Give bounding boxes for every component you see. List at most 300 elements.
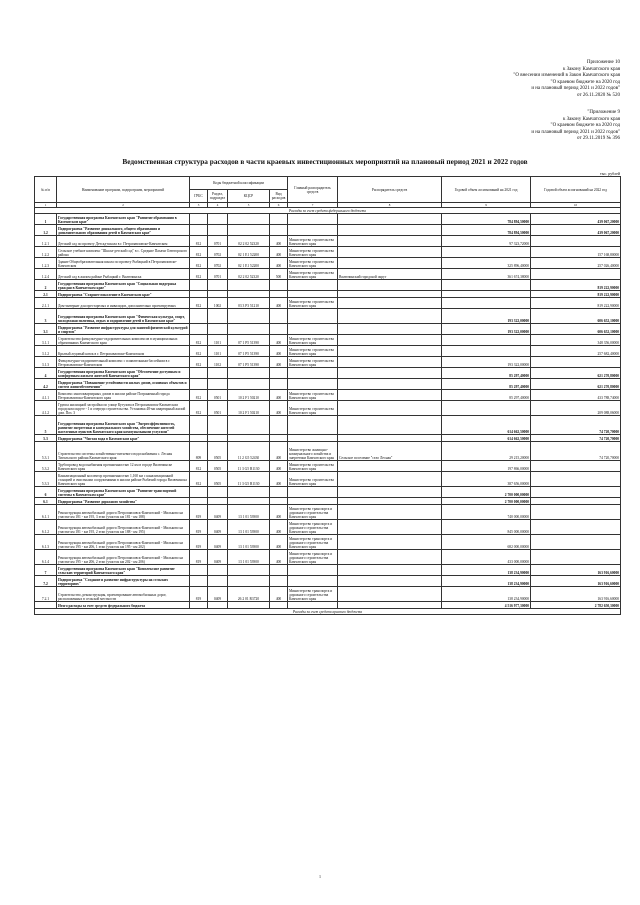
row-recipient bbox=[338, 390, 442, 401]
row-razdel: 0702 bbox=[208, 258, 228, 269]
row-number: 3 bbox=[35, 309, 57, 324]
row-name: Итого расходы за счет средств федерального бюджета bbox=[57, 602, 190, 609]
row-vid: 400 bbox=[270, 335, 288, 346]
row-2022: 74 720,70000 bbox=[531, 435, 621, 442]
row-grbs bbox=[190, 379, 208, 390]
table-row bbox=[35, 280, 621, 291]
row-razdel bbox=[208, 602, 228, 609]
row-2021: 85 297,40000 bbox=[442, 379, 531, 390]
column-number: 8 bbox=[338, 203, 442, 208]
row-name: Группа жилищной застройки по улице Кутузова в Петропавловск-Камчатском городском округе - 1 и очереди строительства. Установка 48-ми квартирный жилой дом. Поз. 3 bbox=[57, 401, 190, 416]
row-grs: Министерство строительства Камчатского края bbox=[288, 258, 338, 269]
row-number: 1.2.3 bbox=[35, 258, 57, 269]
row-name: Строительство, реконструкция, проектирование автомобильных дорог, расположенных в сельской местности bbox=[57, 587, 190, 602]
row-grs: Министерство строительства Камчатского края bbox=[288, 472, 338, 487]
row-grbs bbox=[190, 368, 208, 379]
row-vid: 400 bbox=[270, 461, 288, 472]
table-row bbox=[35, 298, 621, 309]
row-recipient bbox=[338, 368, 442, 379]
row-kcsr: 13 1 01 53900 bbox=[228, 520, 270, 535]
row-2022 bbox=[531, 505, 621, 520]
row-2021 bbox=[442, 280, 531, 291]
row-2021: 85 297,40000 bbox=[442, 368, 531, 379]
row-vid bbox=[270, 416, 288, 435]
row-2022 bbox=[531, 472, 621, 487]
row-vid: 400 bbox=[270, 247, 288, 258]
row-name: Канализационный коллектор протяженностью 1,160 км с канализационной станцией и очистными сооружениями в жилом районе Рыбачий города Вилючинска Камчатского края bbox=[57, 472, 190, 487]
row-2022: 819 222,90000 bbox=[531, 298, 621, 309]
row-name: Реконструкция автомобильной дороги Петропавловск-Камчатский - Мильково на участке км 195 - км 206, 2 этап (участок км 202 - км 206) bbox=[57, 550, 190, 565]
row-kcsr: 02 2 02 52320 bbox=[228, 236, 270, 247]
row-razdel bbox=[208, 368, 228, 379]
row-2021: 740 000,00000 bbox=[442, 505, 531, 520]
row-kcsr bbox=[228, 576, 270, 587]
row-name: Подпрограмма "Чистая вода в Камчатском крае" bbox=[57, 435, 190, 442]
row-name: Детский сад в жилом районе Рыбацкий г. Вилючинска bbox=[57, 269, 190, 280]
row-recipient bbox=[338, 214, 442, 225]
table-row bbox=[35, 416, 621, 435]
row-kcsr: 10 2 F1 50210 bbox=[228, 390, 270, 401]
row-vid bbox=[270, 324, 288, 335]
appendix-line: Приложение 10 bbox=[586, 60, 620, 65]
row-name: Реконструкция автомобильной дороги Петропавловск-Камчатский - Мильково на участке км 181 - км 195, 3 этап (участок км 181 - км 188) bbox=[57, 505, 190, 520]
row-grbs: 812 bbox=[190, 357, 208, 368]
row-grbs: 809 bbox=[190, 442, 208, 461]
row-razdel bbox=[208, 214, 228, 225]
row-kcsr bbox=[228, 565, 270, 576]
row-recipient bbox=[338, 461, 442, 472]
row-vid: 400 bbox=[270, 520, 288, 535]
row-number: 1.2.1 bbox=[35, 236, 57, 247]
row-grs: Министерство строительства Камчатского края bbox=[288, 298, 338, 309]
table-row bbox=[35, 550, 621, 565]
table-row bbox=[35, 236, 621, 247]
row-kcsr bbox=[228, 416, 270, 435]
row-2022: 163 916,60000 bbox=[531, 576, 621, 587]
row-razdel: 1101 bbox=[208, 335, 228, 346]
table-row bbox=[35, 269, 621, 280]
column-number: 7 bbox=[288, 203, 338, 208]
row-recipient bbox=[338, 357, 442, 368]
appendix-line: "О краевом бюджете на 2020 год bbox=[550, 79, 620, 85]
row-recipient bbox=[338, 324, 442, 335]
table-row bbox=[35, 225, 621, 236]
row-razdel: 0501 bbox=[208, 401, 228, 416]
row-name: Подпрограмма "Развитие дорожного хозяйства" bbox=[57, 498, 190, 505]
unit-label: тыс. рублей bbox=[600, 171, 620, 176]
row-number: 1.2.4 bbox=[35, 269, 57, 280]
row-2022 bbox=[531, 269, 621, 280]
row-2021 bbox=[442, 298, 531, 309]
row-vid: 400 bbox=[270, 346, 288, 357]
row-kcsr: 03 3 P3 51210 bbox=[228, 298, 270, 309]
row-vid bbox=[270, 435, 288, 442]
row-recipient bbox=[338, 247, 442, 258]
row-2021 bbox=[442, 247, 531, 258]
table-row bbox=[35, 602, 621, 609]
table-row bbox=[35, 520, 621, 535]
row-number: 4.1.1 bbox=[35, 390, 57, 401]
row-razdel: 0501 bbox=[208, 390, 228, 401]
row-grbs: 812 bbox=[190, 236, 208, 247]
table-row bbox=[35, 291, 621, 298]
row-number bbox=[35, 602, 57, 609]
row-name: Государственная программа Камчатского края "Физическая культура, спорт, молодежная политика, отдых и оздоровление детей в Камчатском крае" bbox=[57, 309, 190, 324]
row-vid: 400 bbox=[270, 505, 288, 520]
row-number: 1.2 bbox=[35, 225, 57, 236]
row-recipient bbox=[338, 258, 442, 269]
row-2022 bbox=[531, 487, 621, 498]
row-2021 bbox=[442, 401, 531, 416]
row-recipient bbox=[338, 346, 442, 357]
row-2021 bbox=[442, 335, 531, 346]
header-name: Наименование программ, подпрограмм, мероприятий bbox=[57, 177, 190, 203]
column-number: 1 bbox=[35, 203, 57, 208]
row-name: Трубопровод водоснабжения протяженностью 12 км в городе Вилючинске Камчатского края bbox=[57, 461, 190, 472]
row-grbs bbox=[190, 602, 208, 609]
row-grbs bbox=[190, 291, 208, 298]
row-name: Подпрограмма "Создание и развитие инфраструктуры на сельских территориях" bbox=[57, 576, 190, 587]
header-2021: Годовой объем ассигнований на 2021 год bbox=[442, 177, 531, 203]
row-recipient bbox=[338, 565, 442, 576]
row-2022: 606 652,10000 bbox=[531, 324, 621, 335]
row-recipient bbox=[338, 298, 442, 309]
row-name: Здание Общеобразовательная школа по проекту Рыбацкий в Петропавловске-Камчатском bbox=[57, 258, 190, 269]
row-2021: 193 322,00000 bbox=[442, 309, 531, 324]
row-grbs bbox=[190, 576, 208, 587]
table-row bbox=[35, 309, 621, 324]
row-name: Сельское учебное комплекс "Школа-детский сад" в с. Средние Пахачи Олюторского района bbox=[57, 247, 190, 258]
row-grs: Министерство строительства Камчатского края bbox=[288, 269, 338, 280]
row-recipient bbox=[338, 416, 442, 435]
column-number: 2 bbox=[57, 203, 190, 208]
row-number: 5 bbox=[35, 416, 57, 435]
row-grbs bbox=[190, 565, 208, 576]
row-grbs: 812 bbox=[190, 258, 208, 269]
row-number: 3.1.2 bbox=[35, 346, 57, 357]
row-name: Государственная программа Камчатского края "Комплексное развитие сельских территорий Камчатского края" bbox=[57, 565, 190, 576]
row-grbs: 819 bbox=[190, 587, 208, 602]
row-name: Реконструкция автомобильной дороги Петропавловск-Камчатский - Мильково на участке км 195 - км 206, 1 этап (участок км 195 - км 202) bbox=[57, 535, 190, 550]
row-2022: 74 720,70000 bbox=[531, 442, 621, 461]
row-2021: 197 866,00000 bbox=[442, 461, 531, 472]
row-number: 6.1 bbox=[35, 498, 57, 505]
row-2021: 682 000,00000 bbox=[442, 535, 531, 550]
row-2021: 138 234,90000 bbox=[442, 587, 531, 602]
row-razdel bbox=[208, 291, 228, 298]
row-grbs: 812 bbox=[190, 335, 208, 346]
row-vid: 400 bbox=[270, 390, 288, 401]
row-razdel: 1101 bbox=[208, 346, 228, 357]
row-number: 7.2.1 bbox=[35, 587, 57, 602]
row-vid bbox=[270, 309, 288, 324]
row-number: 4.2 bbox=[35, 379, 57, 390]
row-grs bbox=[288, 280, 338, 291]
row-recipient: Вилючинский городской округ bbox=[338, 269, 442, 280]
appendix-line: от 29.11.2019 № 396 bbox=[577, 136, 620, 142]
table-row bbox=[35, 442, 621, 461]
row-2022 bbox=[531, 498, 621, 505]
appendix-line: к Закону Камчатского края bbox=[562, 66, 620, 72]
row-2022: 2 782 650,30000 bbox=[531, 602, 621, 609]
table-row bbox=[35, 576, 621, 587]
row-2021 bbox=[442, 291, 531, 298]
row-razdel: 0505 bbox=[208, 472, 228, 487]
row-kcsr bbox=[228, 291, 270, 298]
row-grs: Министерство транспорта и дорожного строительства Камчатского края bbox=[288, 587, 338, 602]
row-razdel bbox=[208, 379, 228, 390]
row-2021: 29 215,20000 bbox=[442, 442, 531, 461]
column-number: 4 bbox=[208, 203, 228, 208]
row-number: 6.1.4 bbox=[35, 550, 57, 565]
row-2022: 257 682,40000 bbox=[531, 346, 621, 357]
row-number: 6.1.3 bbox=[35, 535, 57, 550]
row-2022: 621 270,80000 bbox=[531, 379, 621, 390]
row-kcsr: 07 1 P5 51390 bbox=[228, 346, 270, 357]
row-grbs bbox=[190, 498, 208, 505]
row-kcsr: 02 1 E1 52200 bbox=[228, 247, 270, 258]
row-grs bbox=[288, 214, 338, 225]
row-vid: 400 bbox=[270, 236, 288, 247]
row-grs: Министерство строительства Камчатского края bbox=[288, 401, 338, 416]
row-grs bbox=[288, 368, 338, 379]
row-razdel bbox=[208, 280, 228, 291]
row-2022 bbox=[531, 236, 621, 247]
table-row bbox=[35, 461, 621, 472]
table-row bbox=[35, 535, 621, 550]
row-grbs: 812 bbox=[190, 346, 208, 357]
row-grs bbox=[288, 487, 338, 498]
table-row bbox=[35, 357, 621, 368]
row-2021: 325 896,40000 bbox=[442, 258, 531, 269]
row-2021: 433 000,00000 bbox=[442, 550, 531, 565]
row-kcsr: 13 1 01 53900 bbox=[228, 535, 270, 550]
row-kcsr: 11 2 G5 52430 bbox=[228, 442, 270, 461]
row-grbs bbox=[190, 280, 208, 291]
row-grs: Министерство транспорта и дорожного строительства Камчатского края bbox=[288, 520, 338, 535]
table-row bbox=[35, 379, 621, 390]
row-vid bbox=[270, 280, 288, 291]
row-2021: 2 700 000,00000 bbox=[442, 498, 531, 505]
row-name: Подпрограмма "Повышение устойчивости жилых домов, основных объектов и систем жизнеобеспечения" bbox=[57, 379, 190, 390]
row-recipient bbox=[338, 335, 442, 346]
row-number: 6.1.2 bbox=[35, 520, 57, 535]
row-razdel bbox=[208, 576, 228, 587]
row-kcsr bbox=[228, 225, 270, 236]
row-number: 4 bbox=[35, 368, 57, 379]
column-number: 9 bbox=[442, 203, 531, 208]
row-kcsr bbox=[228, 309, 270, 324]
row-kcsr bbox=[228, 379, 270, 390]
row-recipient bbox=[338, 498, 442, 505]
row-razdel bbox=[208, 225, 228, 236]
row-recipient bbox=[338, 291, 442, 298]
expenditure-table bbox=[34, 176, 621, 615]
row-recipient bbox=[338, 520, 442, 535]
row-2022 bbox=[531, 520, 621, 535]
row-number: 6 bbox=[35, 487, 57, 498]
row-vid: 400 bbox=[270, 442, 288, 461]
page-number: 1 bbox=[319, 874, 321, 879]
row-vid: 400 bbox=[270, 401, 288, 416]
row-name: Государственная программа Камчатского края "Энергоэффективность, развитие энергетики и коммунального хозяйства, обеспечение жителей населенных пунктов Камчатского края коммунальными услугами" bbox=[57, 416, 190, 435]
section-title: Расходы за счет средств краевого бюджета bbox=[35, 609, 621, 615]
row-name: Детский сад по проекту Детсад-школа в г. Петропавловске-Камчатском bbox=[57, 236, 190, 247]
row-vid: 400 bbox=[270, 472, 288, 487]
row-recipient bbox=[338, 505, 442, 520]
row-number: 6.1.1 bbox=[35, 505, 57, 520]
row-grbs bbox=[190, 324, 208, 335]
row-kcsr: 13 1 01 53900 bbox=[228, 550, 270, 565]
row-2022: 819 222,90000 bbox=[531, 280, 621, 291]
row-razdel bbox=[208, 416, 228, 435]
appendix-line: и на плановый период 2021 и 2022 годов" bbox=[531, 86, 620, 92]
row-kcsr: 13 1 01 53900 bbox=[228, 505, 270, 520]
row-razdel: 0505 bbox=[208, 461, 228, 472]
table-row bbox=[35, 346, 621, 357]
row-grbs: 812 bbox=[190, 390, 208, 401]
row-2022 bbox=[531, 550, 621, 565]
row-grbs bbox=[190, 416, 208, 435]
row-grbs bbox=[190, 487, 208, 498]
row-name: Подпрограмма "Старшее поколение в Камчатском крае" bbox=[57, 291, 190, 298]
row-grbs: 812 bbox=[190, 461, 208, 472]
table-row bbox=[35, 335, 621, 346]
row-2021: 4 516 977,30000 bbox=[442, 602, 531, 609]
row-vid bbox=[270, 214, 288, 225]
row-vid bbox=[270, 576, 288, 587]
appendix-line: "О внесении изменений в Закон Камчатского края bbox=[513, 73, 620, 79]
table-row bbox=[35, 472, 621, 487]
row-recipient bbox=[338, 487, 442, 498]
row-number: 3.1.1 bbox=[35, 335, 57, 346]
row-razdel: 0409 bbox=[208, 535, 228, 550]
row-2021: 845 000,00000 bbox=[442, 520, 531, 535]
row-grs: Министерство строительства Камчатского края bbox=[288, 390, 338, 401]
table-row bbox=[35, 435, 621, 442]
column-number: 6 bbox=[270, 203, 288, 208]
row-kcsr: 07 1 P5 51390 bbox=[228, 357, 270, 368]
row-number: 5.3.1 bbox=[35, 442, 57, 461]
row-razdel bbox=[208, 487, 228, 498]
header-grbs: ГРБС bbox=[190, 190, 208, 203]
row-razdel: 1002 bbox=[208, 298, 228, 309]
row-2022 bbox=[531, 357, 621, 368]
row-2021: 85 297,40000 bbox=[442, 390, 531, 401]
row-grbs bbox=[190, 214, 208, 225]
row-2021 bbox=[442, 346, 531, 357]
row-grbs bbox=[190, 435, 208, 442]
row-vid bbox=[270, 291, 288, 298]
row-2022: 433 788,74000 bbox=[531, 390, 621, 401]
row-name: Государственная программа Камчатского края "Обеспечение доступным и комфортным жильем жителей Камчатского края" bbox=[57, 368, 190, 379]
row-razdel: 1102 bbox=[208, 357, 228, 368]
row-recipient bbox=[338, 435, 442, 442]
section-row bbox=[35, 609, 621, 615]
row-recipient bbox=[338, 602, 442, 609]
row-number: 2.1.1 bbox=[35, 298, 57, 309]
section-title: Расходы за счет средств федерального бюджета bbox=[35, 208, 621, 214]
row-recipient: Сельское поселение "село Лесная" bbox=[338, 442, 442, 461]
row-grbs: 812 bbox=[190, 247, 208, 258]
row-grs bbox=[288, 498, 338, 505]
row-razdel: 0409 bbox=[208, 550, 228, 565]
row-grs: Министерство строительства Камчатского края bbox=[288, 461, 338, 472]
row-2022: 439 067,20000 bbox=[531, 214, 621, 225]
row-number: 3.1 bbox=[35, 324, 57, 335]
row-kcsr bbox=[228, 324, 270, 335]
row-name: Строительство физкультурно-оздоровительных комплексов в муниципальных образованиях Камчатского края bbox=[57, 335, 190, 346]
row-kcsr: 02 1 E1 52200 bbox=[228, 258, 270, 269]
table-row bbox=[35, 258, 621, 269]
row-grs: Министерство транспорта и дорожного строительства Камчатского края bbox=[288, 505, 338, 520]
row-vid: 400 bbox=[270, 298, 288, 309]
appendix-line: и на плановый период 2021 и 2022 годов" bbox=[531, 129, 620, 135]
row-number: 5.3.2 bbox=[35, 461, 57, 472]
row-razdel: 0409 bbox=[208, 587, 228, 602]
table-row bbox=[35, 324, 621, 335]
row-grs bbox=[288, 225, 338, 236]
row-grbs bbox=[190, 225, 208, 236]
row-grs bbox=[288, 602, 338, 609]
row-grbs bbox=[190, 309, 208, 324]
row-2022: 621 270,80000 bbox=[531, 368, 621, 379]
row-razdel: 0702 bbox=[208, 247, 228, 258]
table-row bbox=[35, 390, 621, 401]
row-recipient bbox=[338, 309, 442, 324]
column-number: 5 bbox=[228, 203, 270, 208]
row-number: 5.3.3 bbox=[35, 472, 57, 487]
row-vid bbox=[270, 565, 288, 576]
table-body bbox=[35, 208, 621, 615]
column-number: 3 bbox=[190, 203, 208, 208]
table-row bbox=[35, 587, 621, 602]
row-2021: 193 322,00000 bbox=[442, 324, 531, 335]
row-razdel bbox=[208, 498, 228, 505]
appendix-header-1 bbox=[513, 60, 620, 100]
row-vid: 400 bbox=[270, 587, 288, 602]
row-grbs: 812 bbox=[190, 472, 208, 487]
row-2022: 257 026,40000 bbox=[531, 258, 621, 269]
row-kcsr: 26 2 01 R3720 bbox=[228, 587, 270, 602]
row-grs bbox=[288, 435, 338, 442]
row-grbs: 812 bbox=[190, 269, 208, 280]
row-razdel bbox=[208, 309, 228, 324]
row-2022: 163 916,60000 bbox=[531, 565, 621, 576]
row-grs: Министерство строительства Камчатского края bbox=[288, 346, 338, 357]
row-grbs: 812 bbox=[190, 401, 208, 416]
row-grs: Министерство строительства Камчатского края bbox=[288, 247, 338, 258]
row-vid bbox=[270, 602, 288, 609]
row-2021: 193 322,00000 bbox=[442, 357, 531, 368]
row-2021: 387 656,00000 bbox=[442, 472, 531, 487]
row-name: Комплекс многоквартирных домов в жилом районе Пограничный города Петропавловска-Камчатского края bbox=[57, 390, 190, 401]
row-recipient bbox=[338, 379, 442, 390]
header-2022: Годовой объем ассигнований на 2022 год bbox=[531, 177, 621, 203]
row-2021: 614 662,50000 bbox=[442, 435, 531, 442]
header-num: № п/п bbox=[35, 177, 57, 203]
row-grs: Министерство строительства Камчатского края bbox=[288, 335, 338, 346]
row-grs: Министерство строительства Камчатского края bbox=[288, 357, 338, 368]
row-grs: Министерство жилищно-коммунального хозяйства и энергетики Камчатского края bbox=[288, 442, 338, 461]
row-number: 7.2 bbox=[35, 576, 57, 587]
row-2021: 614 662,50000 bbox=[442, 416, 531, 435]
row-number: 2 bbox=[35, 280, 57, 291]
row-number: 1.2.2 bbox=[35, 247, 57, 258]
row-2021: 2 700 000,00000 bbox=[442, 487, 531, 498]
header-razdel: Раздел, подраздел bbox=[208, 190, 228, 203]
row-grs bbox=[288, 576, 338, 587]
